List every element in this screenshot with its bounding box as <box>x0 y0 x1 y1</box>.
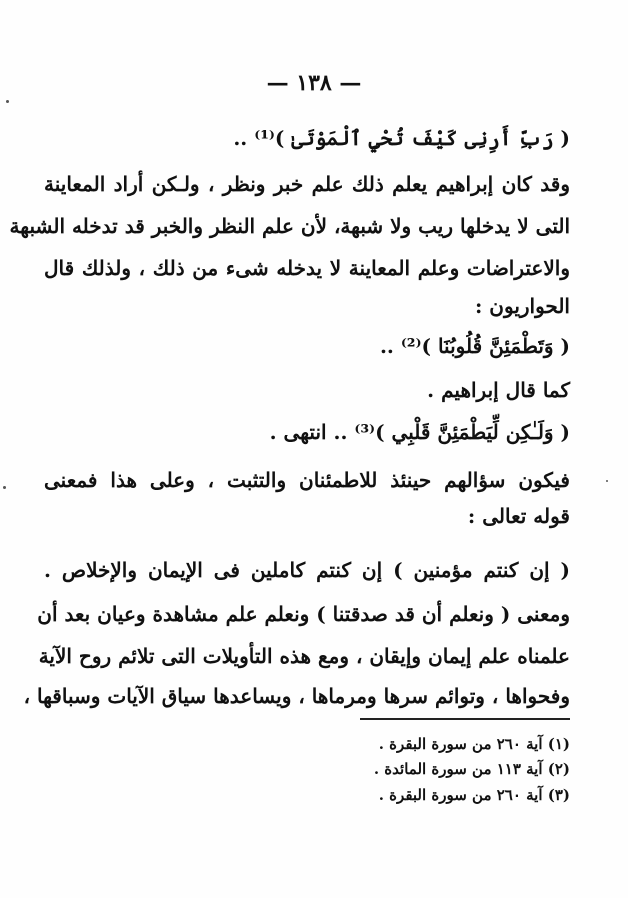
scan-speck <box>6 100 9 103</box>
quran-verse-2: ( وَتَطْمَئِنَّ قُلُوبُنَا )⁽²⁾ .. <box>379 334 570 358</box>
body-line-2: التى لا يدخلها ريب ولا شبهة، لأن علم النظر والخبر قد تدخله الشبهة <box>9 214 570 238</box>
scan-speck <box>606 480 608 482</box>
page-number: — ١٣٨ — <box>266 70 362 96</box>
body-line-11: وفحواها ، وتوائم سرها ومرماها ، ويساعدها سياق الآيات وسباقها ، <box>23 684 570 708</box>
body-line-7: قوله تعالى : <box>467 504 570 528</box>
footnote-3: (٣) آية ٢٦٠ من سورة البقرة . <box>378 786 570 804</box>
quran-verse-3: ( وَلَـٰكِن لِّيَطْمَئِنَّ قَلْبِي )⁽³⁾ .. انتهى . <box>269 420 570 444</box>
quran-verse-1: ( رَبِّ أَرِنِى كَيْفَ تُحْيِ ٱلْمَوْتَىٰ )⁽¹⁾ .. <box>233 126 570 150</box>
body-line-6: فيكون سؤالهم حينئذ للاطمئنان والتثبت ، وعلى هذا فمعنى <box>44 468 570 492</box>
body-line-10: علمناه علم إيمان وإيقان ، ومع هذه التأويلات التى تلائم روح الآية <box>38 644 570 668</box>
body-line-3: والاعتراضات وعلم المعاينة لا يدخله شىء من ذلك ، ولذلك قال <box>44 256 570 280</box>
footnote-separator <box>360 718 570 720</box>
body-line-5: كما قال إبراهيم . <box>427 378 570 402</box>
footnote-1: (١) آية ٢٦٠ من سورة البقرة . <box>378 735 570 753</box>
footnote-2: (٢) آية ١١٣ من سورة المائدة . <box>373 760 570 778</box>
body-line-8: ( إن كنتم مؤمنين ) إن كنتم كاملين فى الإيمان والإخلاص . <box>44 558 570 582</box>
body-line-1: وقد كان إبراهيم يعلم ذلك علم خبر ونظر ، ولـكن أراد المعاينة <box>44 172 570 196</box>
body-line-9: ومعنى ( ونعلم أن قد صدقتنا ) ونعلم علم مشاهدة وعيان بعد أن <box>37 602 570 626</box>
scan-speck <box>3 486 6 489</box>
body-line-4: الحواريون : <box>474 294 570 318</box>
